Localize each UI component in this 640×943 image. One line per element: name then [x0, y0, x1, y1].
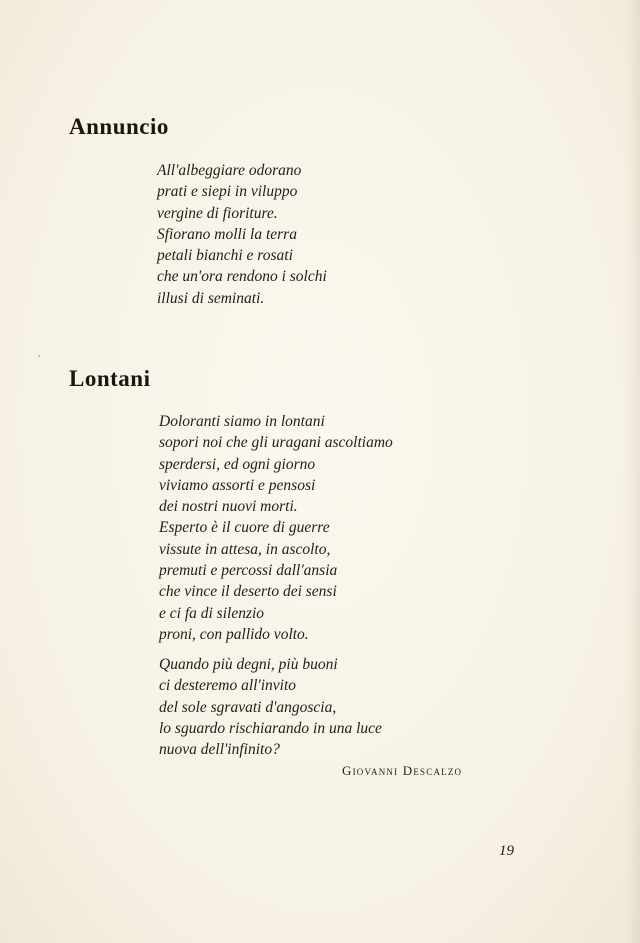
verse-line: e ci fa di silenzio [159, 604, 265, 622]
verse-line: proni, con pallido volto. [159, 625, 309, 643]
poem-title-annuncio: Annuncio [69, 114, 169, 139]
verse-line: vergine di fioriture. [157, 204, 278, 222]
verse-line: All'albeggiare odorano [157, 162, 302, 179]
poem-title-lontani: Lontani [69, 366, 151, 391]
author-signature: Giovanni Descalzo [342, 763, 463, 778]
verse-line: vissute in attesa, in ascolto, [159, 540, 331, 558]
verse-line: Doloranti siamo in lontani [159, 413, 325, 430]
verse-line: dei nostri nuovi morti. [159, 498, 298, 516]
verse-line: prati e siepi in viluppo [157, 183, 298, 201]
verse-line: sperdersi, ed ogni giorno [159, 455, 316, 473]
page-edge-shadow [626, 0, 640, 943]
verse-line: lo sguardo rischiarando in una luce [159, 719, 382, 737]
verse-line: viviamo assorti e pensosi [159, 476, 316, 494]
verse-line: ci desteremo all'invito [159, 677, 297, 695]
verse-line: petali bianchi e rosati [157, 247, 293, 265]
poem-stanza-lontani-1 [159, 411, 393, 645]
poem-stanza-lontani-2 [159, 654, 382, 760]
verse-line: Quando più degni, più buoni [159, 656, 338, 673]
verse-line: che un'ora rendono i solchi [157, 268, 327, 286]
verse-line: sopori noi che gli uragani ascoltiamo [159, 434, 393, 452]
verse-line: Sfiorano molli la terra [157, 225, 297, 243]
verse-line: illusi di seminati. [157, 289, 265, 307]
verse-line: nuova dell'infinito? [159, 741, 280, 759]
verse-line: del sole sgravati d'angoscia, [159, 698, 337, 716]
paper-speck [38, 355, 40, 357]
verse-line: Esperto è il cuore di guerre [159, 519, 330, 537]
poem-stanza-annuncio [157, 160, 327, 309]
verse-line: premuti e percossi dall'ansia [159, 562, 338, 580]
page-number: 19 [499, 843, 514, 859]
verse-line: che vince il deserto dei sensi [159, 583, 337, 601]
